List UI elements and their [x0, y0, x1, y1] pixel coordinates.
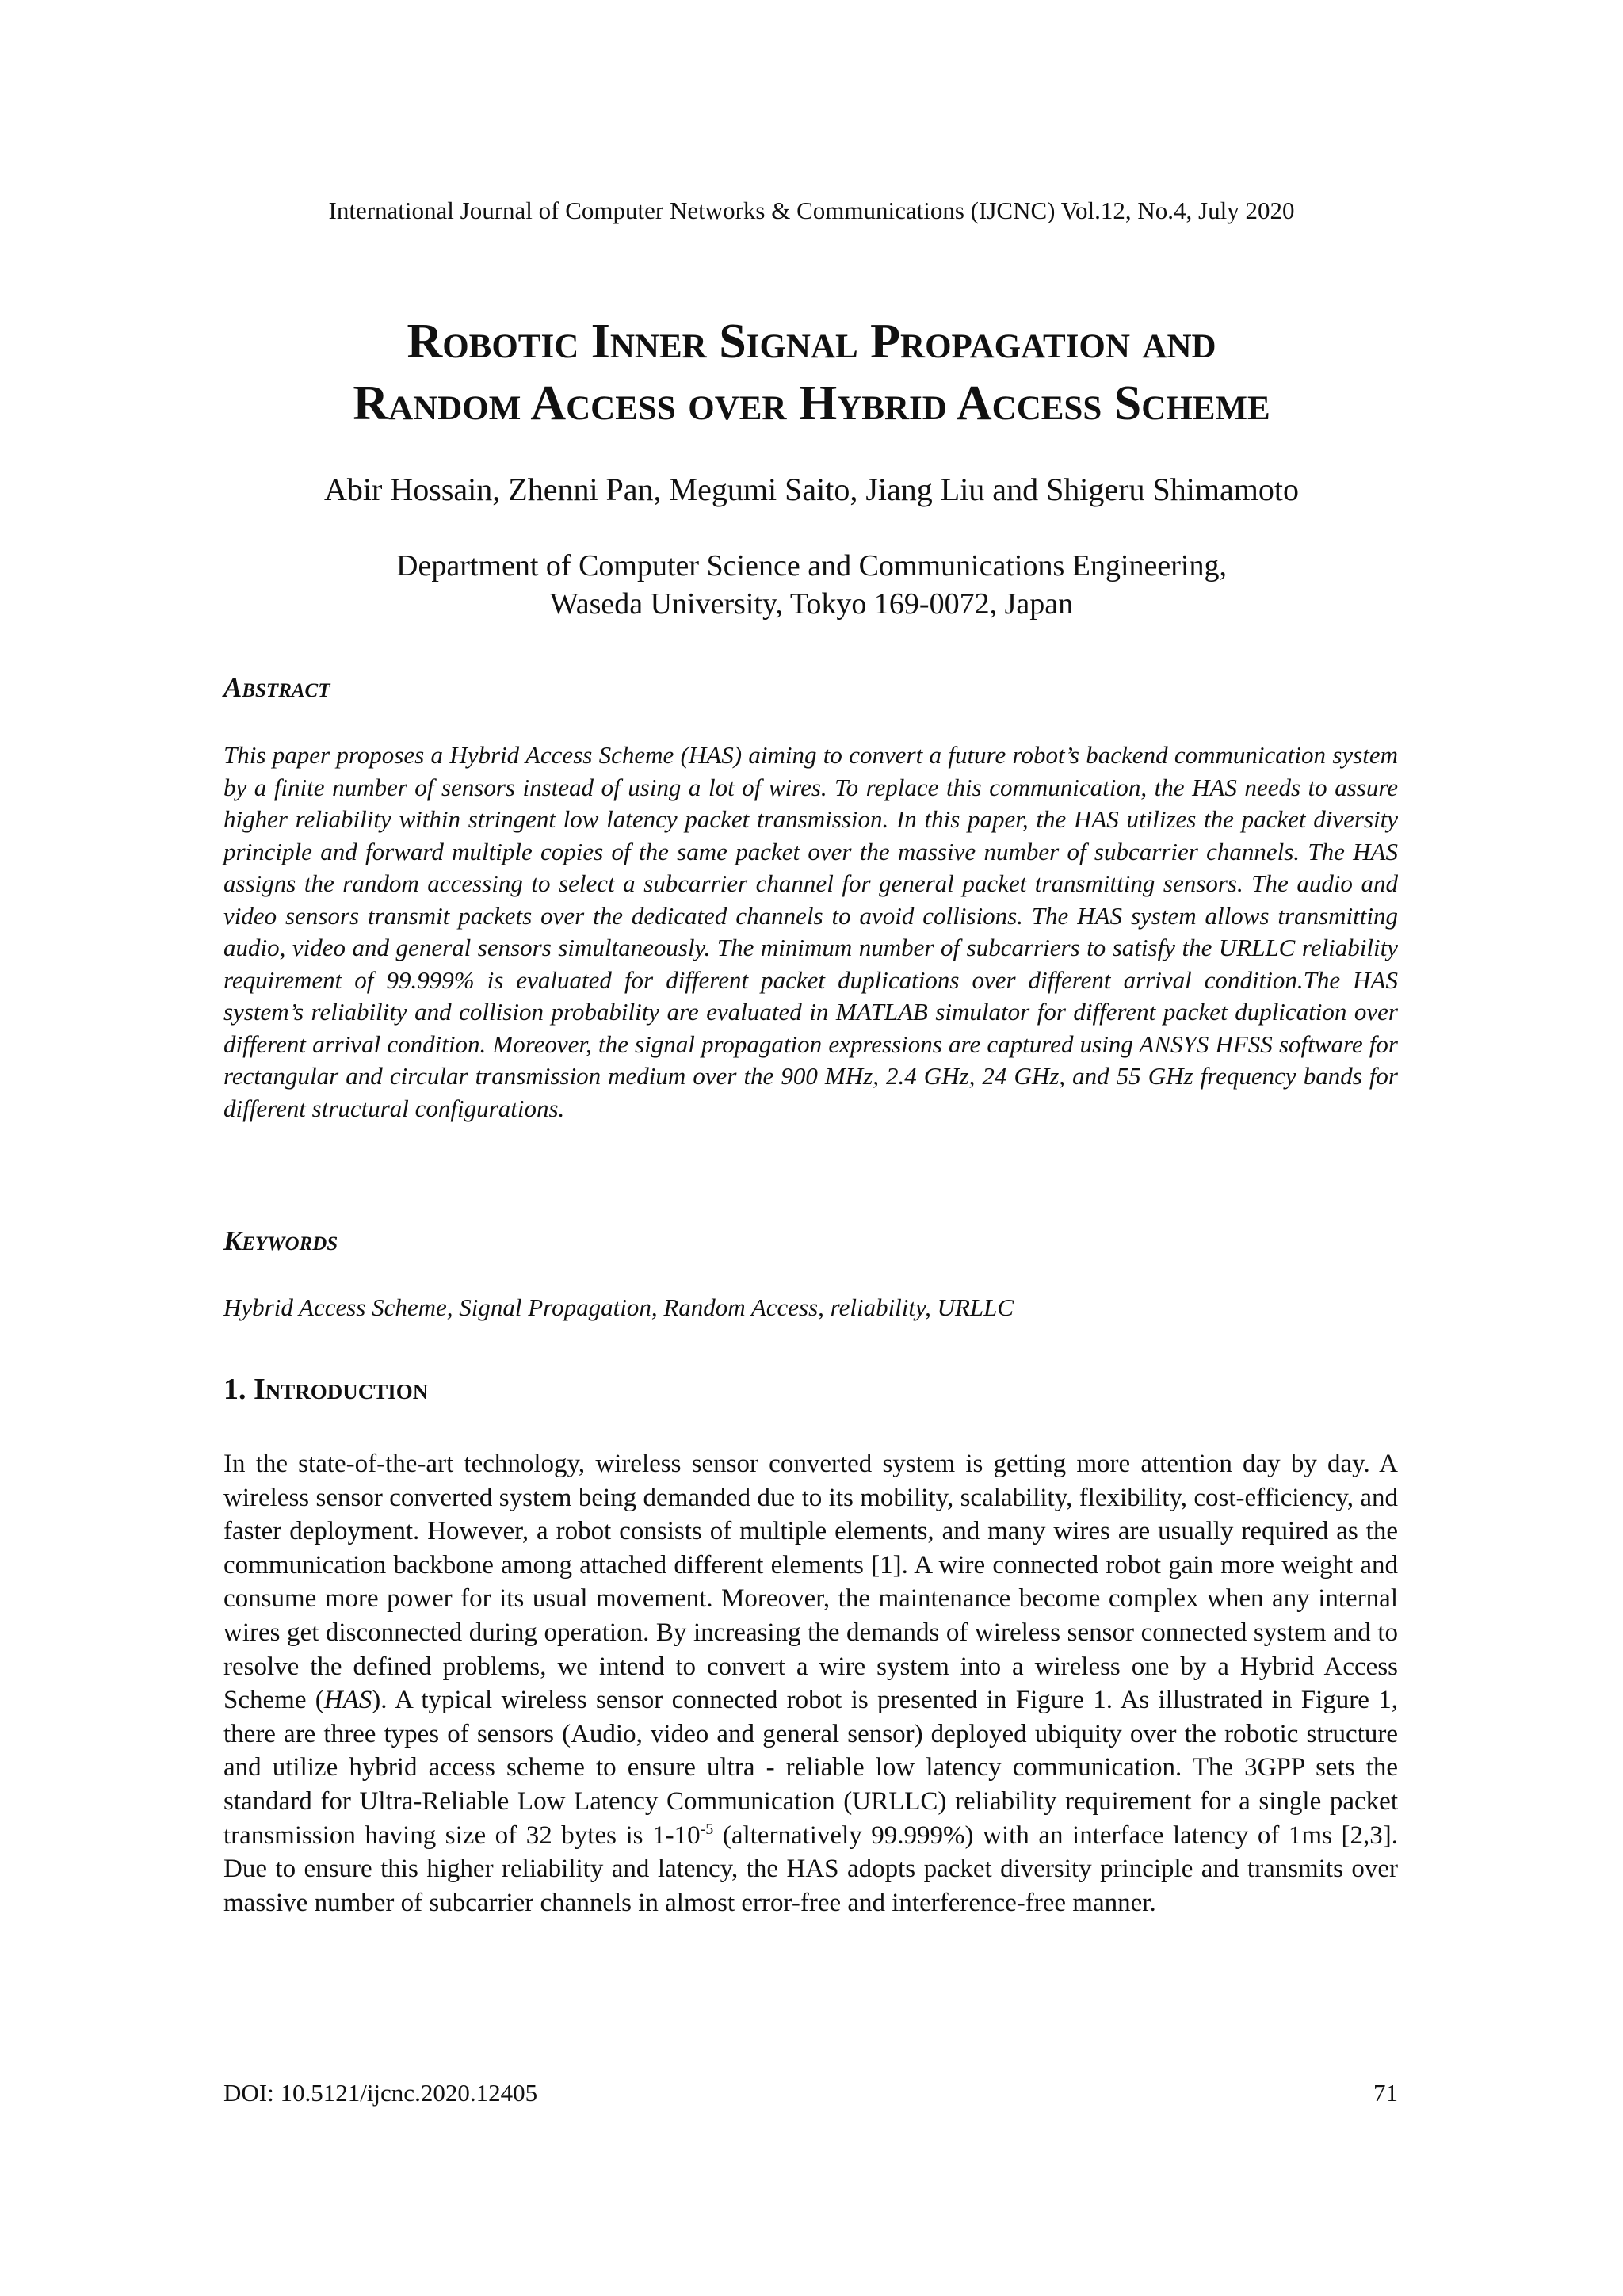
intro-text-part-2: ). A typical wireless sensor connected robot is presented in Figure 1. As illustrated in Figure 1, there are three types of sensors (Audio, video and general sensor) deployed ubiquity over the robotic structure and utilize hybrid access scheme to ensure ultra - reliable low latency communication. The 3GPP sets the standard for Ultra-Reliable Low Latency Communication (URLLC) reliability requirement for a single packet transmission having size of 32 bytes is 1-10 — [223, 1686, 1398, 1850]
journal-header: International Journal of Computer Networks & Communications (IJCNC) Vol.12, No.4, July 2020 — [328, 197, 1295, 224]
intro-superscript: -5 — [700, 1820, 714, 1838]
title-line-2: Random Access over Hybrid Access Scheme — [353, 376, 1270, 430]
abstract-heading: Abstract — [223, 672, 330, 703]
affiliation-line-2: Waseda University, Tokyo 169-0072, Japan — [549, 587, 1074, 621]
doi-text: DOI: 10.5121/ijcnc.2020.12405 — [223, 2079, 538, 2107]
intro-has-italic: HAS — [323, 1686, 372, 1715]
affiliation-line-1: Department of Computer Science and Communications Engineering, — [396, 549, 1227, 583]
abstract-text: This paper proposes a Hybrid Access Scheme (HAS) aiming to convert a future robot’s backend communication system by a finite number of sensors instead of using a lot of wires. To replace this communication, the HAS needs to assure higher reliability within stringent low latency packet transmission. In this paper, the HAS utilizes the packet diversity principle and forward multiple copies of the same packet over the massive number of subcarrier channels. The HAS assigns the random accessing to select a subcarrier channel for general packet transmitting sensors. The audio and video sensors transmit packets over the dedicated channels to avoid collisions. The HAS system allows transmitting audio, video and general sensors simultaneously. The minimum number of subcarriers to satisfy the URLLC reliability requirement of 99.999% is evaluated for different packet duplications over different arrival condition.The HAS system’s reliability and collision probability are evaluated in MATLAB simulator for different packet duplication over different arrival condition. Moreover, the signal propagation expressions are captured using ANSYS HFSS software for rectangular and circular transmission medium over the 900 MHz, 2.4 GHz, 24 GHz, and 55 GHz frequency bands for different structural configurations. — [223, 741, 1398, 1122]
keywords-text: Hybrid Access Scheme, Signal Propagation, Random Access, reliability, URLLC — [223, 1293, 1014, 1321]
intro-text-part-1: In the state-of-the-art technology, wireless sensor converted system is getting more attention day by day. A wireless sensor converted system being demanded due to its mobility, scalability, flexibility, cost-efficiency, and faster deployment. However, a robot consists of multiple elements, and many wires are usually required as the communication backbone among attached different elements [1]. A wire connected robot gain more weight and consume more power for its usual movement. Moreover, the maintenance become complex when any internal wires get disconnected during operation. By increasing the demands of wireless sensor connected system and to resolve the defined problems, we intend to convert a wire system into a wireless one by a Hybrid Access Scheme ( — [223, 1450, 1398, 1715]
page-footer — [223, 2079, 1398, 2107]
introduction-heading: 1. Introduction — [223, 1373, 429, 1406]
keywords-heading: Keywords — [223, 1225, 338, 1256]
affiliation — [0, 547, 1623, 623]
title-line-1: Robotic Inner Signal Propagation and — [407, 315, 1216, 369]
page-number: 71 — [1373, 2079, 1398, 2107]
author-list: Abir Hossain, Zhenni Pan, Megumi Saito, Jiang Liu and Shigeru Shimamoto — [324, 472, 1299, 507]
introduction-paragraph — [223, 1447, 1398, 1920]
paper-title — [0, 311, 1623, 434]
intro-text-part-3: (alternatively 99.999%) with an interface latency of 1ms [2,3]. Due to ensure this higher reliability and latency, the HAS adopts packet diversity principle and transmits over massive number of subcarrier channels in almost error-free and interference-free manner. — [223, 1820, 1398, 1917]
